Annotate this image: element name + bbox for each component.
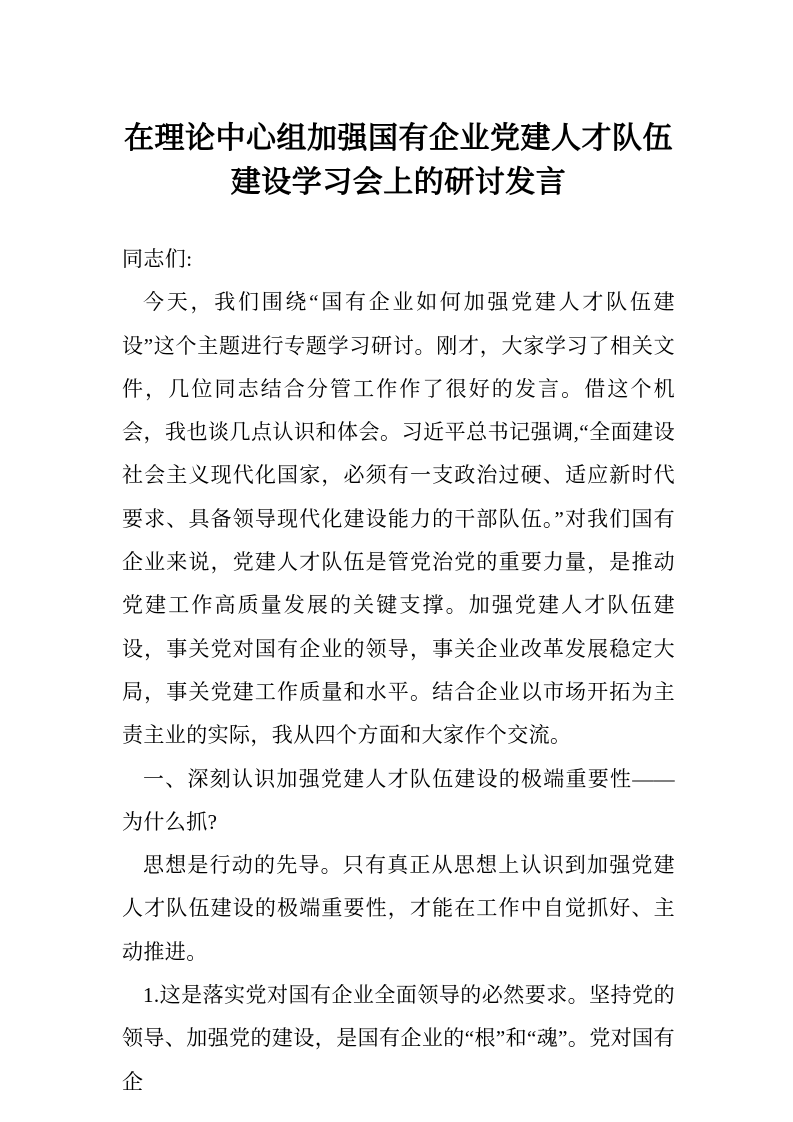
heading-section-1: 一、深刻认识加强党建人才队伍建设的极端重要性——为什么抓? <box>122 766 675 834</box>
document-title-line-2: 建设学习会上的研讨发言 <box>230 166 567 199</box>
salutation: 同志们: <box>122 247 193 271</box>
document-body <box>122 238 675 1104</box>
paragraph-thought-leads-action: 思想是行动的先导。只有真正从思想上认识到加强党建人才队伍建设的极端重要性，才能在工作中自觉抓好、主动推进。 <box>122 853 675 964</box>
document-title-line-1: 在理论中心组加强国有企业党建人才队伍 <box>124 122 673 155</box>
document-title <box>122 117 675 205</box>
paragraph-point-1: 1.这是落实党对国有企业全面领导的必然要求。坚持党的领导、加强党的建设，是国有企业的“根”和“魂”。党对国有企 <box>122 983 675 1094</box>
paragraph-intro: 今天，我们围绕“国有企业如何加强党建人才队伍建设”这个主题进行专题学习研讨。刚才，大家学习了相关文件，几位同志结合分管工作作了很好的发言。借这个机会，我也谈几点认识和体会。习近平总书记强调,“全面建设社会主义现代化国家，必须有一支政治过硬、适应新时代要求、具备领导现代化建设能力的干部队伍。”对我们国有企业来说，党建人才队伍是管党治党的重要力量，是推动党建工作高质量发展的关键支撑。加强党建人才队伍建设，事关党对国有企业的领导，事关企业改革发展稳定大局，事关党建工作质量和水平。结合企业以市场开拓为主责主业的实际，我从四个方面和大家作个交流。 <box>122 290 675 748</box>
